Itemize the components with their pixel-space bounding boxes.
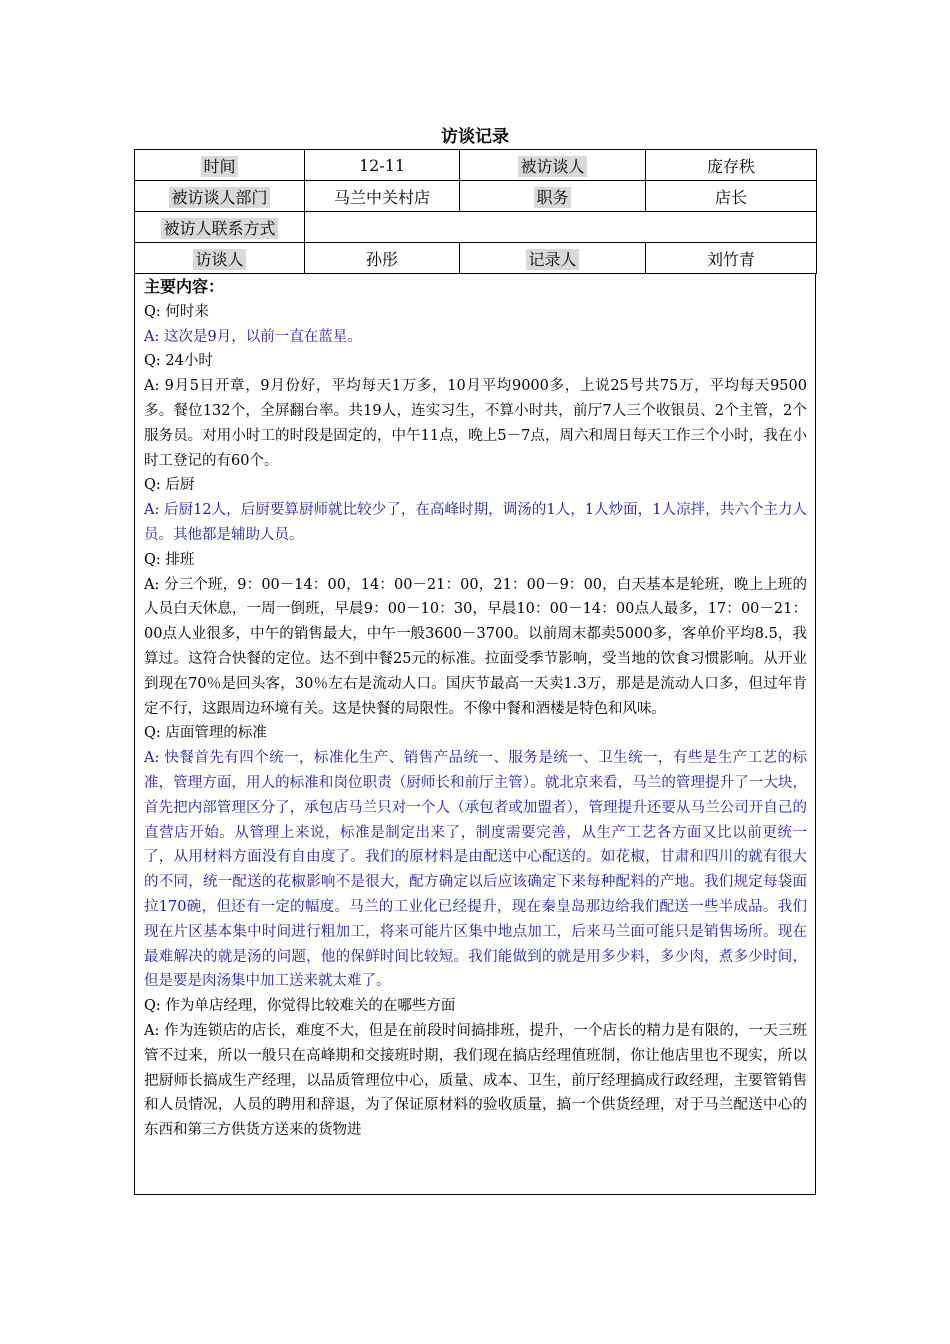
- main-content: [134, 273, 816, 1195]
- interviewer-value: 孙彤: [305, 243, 460, 274]
- question: Q: 何时来: [144, 303, 209, 320]
- info-row-3: [135, 212, 817, 243]
- info-row-2: [135, 181, 817, 212]
- answer: A: 快餐首先有四个统一，标准化生产、销售产品统一、服务是统一、卫生统一，有些是生产工艺的标准，管理方面，用人的标准和岗位职责（厨师长和前厅主管）。就北京来看，马兰的管理提升了一大块，首先把内部管理区分了，承包店马兰只对一个人（承包者或加盟者），管理提升还要从马兰公司开自己的直营店开始。从管理上来说，标准是制定出来了，制度需要完善，从生产工艺各方面又比以前更统一了，从用材料方面没有自由度了。我们的原材料是由配送中心配送的。如花椒，甘肃和四川的就有很大的不同，统一配送的花椒影响不是很大，配方确定以后应该确定下来每种配料的产地。我们规定每袋面拉170碗，但还有一定的幅度。马兰的工业化已经提升，现在秦皇岛那边给我们配送一些半成品。我们现在片区基本集中时间进行粗加工，将来可能片区集中地点加工，后来马兰面可能只是销售场所。现在最难解决的就是汤的问题，他的保鲜时间比较短。我们能做到的就是用多少料，多少肉，煮多少时间，但是要是肉汤集中加工送来就太难了。: [144, 750, 807, 990]
- interviewee-value: 庞存秩: [646, 150, 817, 181]
- document-title: 访谈记录: [441, 127, 509, 147]
- question: Q: 作为单店经理，你觉得比较难关的在哪些方面: [144, 998, 456, 1015]
- dept-label: 被访谈人部门: [171, 187, 268, 207]
- time-label: 时间: [203, 156, 236, 176]
- contact-label: 被访人联系方式: [163, 218, 276, 238]
- question: Q: 排班: [144, 551, 195, 568]
- position-value: 店长: [646, 181, 817, 212]
- question: Q: 店面管理的标准: [144, 725, 267, 742]
- info-row-4: [135, 243, 817, 274]
- answer: A: 分三个班，9：00－14：00，14：00－21：00，21：00－9：00，白天基本是轮班，晚上上班的人员白天休息，一周一倒班，早晨9：00－10：30，早晨10：00－14：00点人最多，17：00－21：00点人业很多，中午的销售最大，中午一般3600－3700。以前周末都卖5000多，客单价平均8.5，我算过。这符合快餐的定位。达不到中餐25元的标准。拉面受季节影响，受当地的饮食习惯影响。从开业到现在70％是回头客，30％左右是流动人口。国庆节最高一天卖1.3万，那是是流动人口多，但过年肯定不行，这跟周边环境有关。这是快餐的局限性。不像中餐和酒楼是特色和风味。: [144, 576, 807, 717]
- info-row-1: [135, 150, 817, 181]
- answer: A: 9月5日开章，9月份好，平均每天1万多，10月平均9000多，上说25号共75万，平均每天9500多。餐位132个，全屏翻台率。共19人，连实习生，不算小时共，前厅7人三个收银员、2个主管，2个服务员。对用小时工的时段是固定的，中午11点，晚上5－7点，周六和周日每天工作三个小时，我在小时工登记的有60个。: [144, 378, 807, 469]
- answer: A: 这次是9月，以前一直在蓝星。: [144, 328, 362, 345]
- position-label: 职务: [536, 187, 569, 207]
- interviewee-label: 被访谈人: [520, 156, 585, 176]
- info-table: [134, 149, 817, 274]
- time-value: 12-11: [305, 150, 460, 181]
- content-heading: 主要内容：: [144, 277, 225, 296]
- question: Q: 24小时: [144, 353, 213, 370]
- interviewer-label: 访谈人: [195, 249, 244, 269]
- answer: A: 后厨12人，后厨要算厨师就比较少了，在高峰时期，调汤的1人，1人炒面，1人凉拌，共六个主力人员。其他都是辅助人员。: [144, 502, 807, 543]
- answer: A: 作为连锁店的店长，难度不大，但是在前段时间搞排班，提升，一个店长的精力是有限的，一天三班管不过来，所以一般只在高峰期和交接班时期，我们现在搞店经理值班制，你让他店里也不现实，所以把厨师长搞成生产经理，以品质管理位中心，质量、成本、卫生，前厅经理搞成行政经理，主要管销售和人员情况，人员的聘用和辞退，为了保证原材料的验收质量，搞一个供货经理，对于马兰配送中心的东西和第三方供货方送来的货物进: [144, 1022, 807, 1139]
- dept-value: 马兰中关村店: [305, 181, 460, 212]
- recorder-value: 刘竹青: [646, 243, 817, 274]
- question: Q: 后厨: [144, 477, 195, 494]
- recorder-label: 记录人: [528, 249, 577, 269]
- contact-value: [305, 212, 817, 243]
